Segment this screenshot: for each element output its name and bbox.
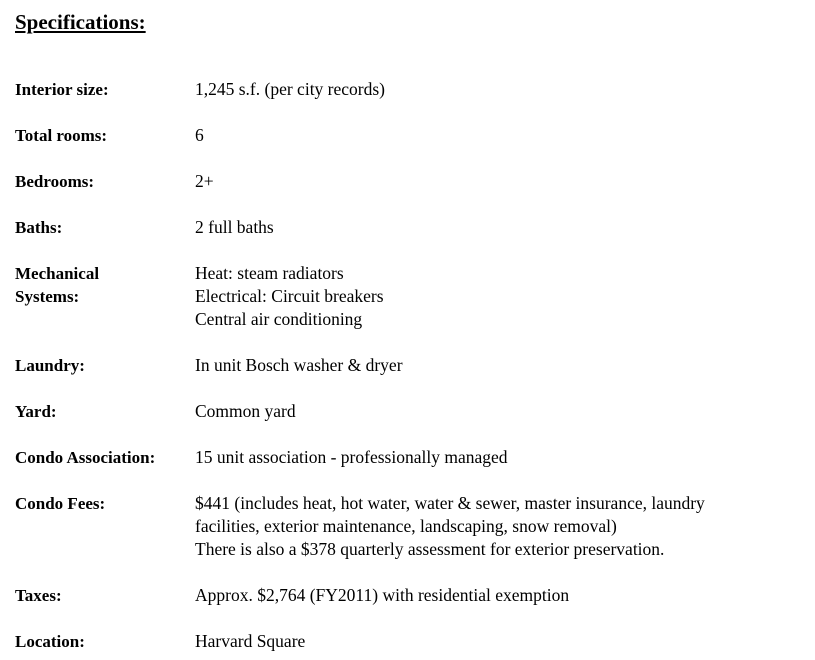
spec-value-line: Heat: steam radiators — [195, 263, 344, 283]
spec-value-line: 15 unit association - professionally managed — [195, 447, 508, 467]
spec-value-line: 6 — [195, 125, 204, 145]
spec-value — [195, 400, 805, 423]
spec-label-line: Mechanical — [15, 264, 100, 283]
spec-value-line: There is also a $378 quarterly assessment for exterior preservation. — [195, 539, 665, 559]
spec-value — [195, 446, 805, 469]
spec-label: Bedrooms: — [15, 172, 95, 191]
spec-value — [195, 216, 805, 239]
spec-label: Location: — [15, 632, 85, 651]
page-title: Specifications: — [15, 10, 146, 34]
spec-label: Baths: — [15, 218, 63, 237]
spec-value — [195, 492, 805, 561]
spec-value-line: Approx. $2,764 (FY2011) with residential exemption — [195, 585, 570, 605]
spec-value-line: 2+ — [195, 171, 214, 191]
spec-value-line: Harvard Square — [195, 631, 306, 651]
spec-label-line: Systems: — [15, 287, 80, 306]
spec-value — [195, 584, 805, 607]
spec-label: Condo Fees: — [15, 494, 106, 513]
spec-value — [195, 262, 805, 331]
spec-label: Total rooms: — [15, 126, 108, 145]
spec-value-line: 1,245 s.f. (per city records) — [195, 79, 386, 99]
spec-value — [195, 170, 805, 193]
spec-value — [195, 124, 805, 147]
spec-value-line: Common yard — [195, 401, 296, 421]
spec-label: Condo Association: — [15, 448, 156, 467]
spec-value — [195, 354, 805, 377]
spec-value-line: In unit Bosch washer & dryer — [195, 355, 403, 375]
spec-label: Yard: — [15, 402, 57, 421]
spec-value-line: facilities, exterior maintenance, landscaping, snow removal) — [195, 516, 617, 536]
spec-value-line: Electrical: Circuit breakers — [195, 286, 384, 306]
spec-label: Interior size: — [15, 80, 109, 99]
spec-label: Taxes: — [15, 586, 62, 605]
spec-label: Laundry: — [15, 356, 85, 375]
spec-value-line: $441 (includes heat, hot water, water & sewer, master insurance, laundry — [195, 493, 705, 513]
spec-value-line: 2 full baths — [195, 217, 274, 237]
spec-label — [15, 262, 99, 308]
spec-value — [195, 630, 805, 653]
spec-value-line: Central air conditioning — [195, 309, 363, 329]
spec-value — [195, 78, 805, 101]
